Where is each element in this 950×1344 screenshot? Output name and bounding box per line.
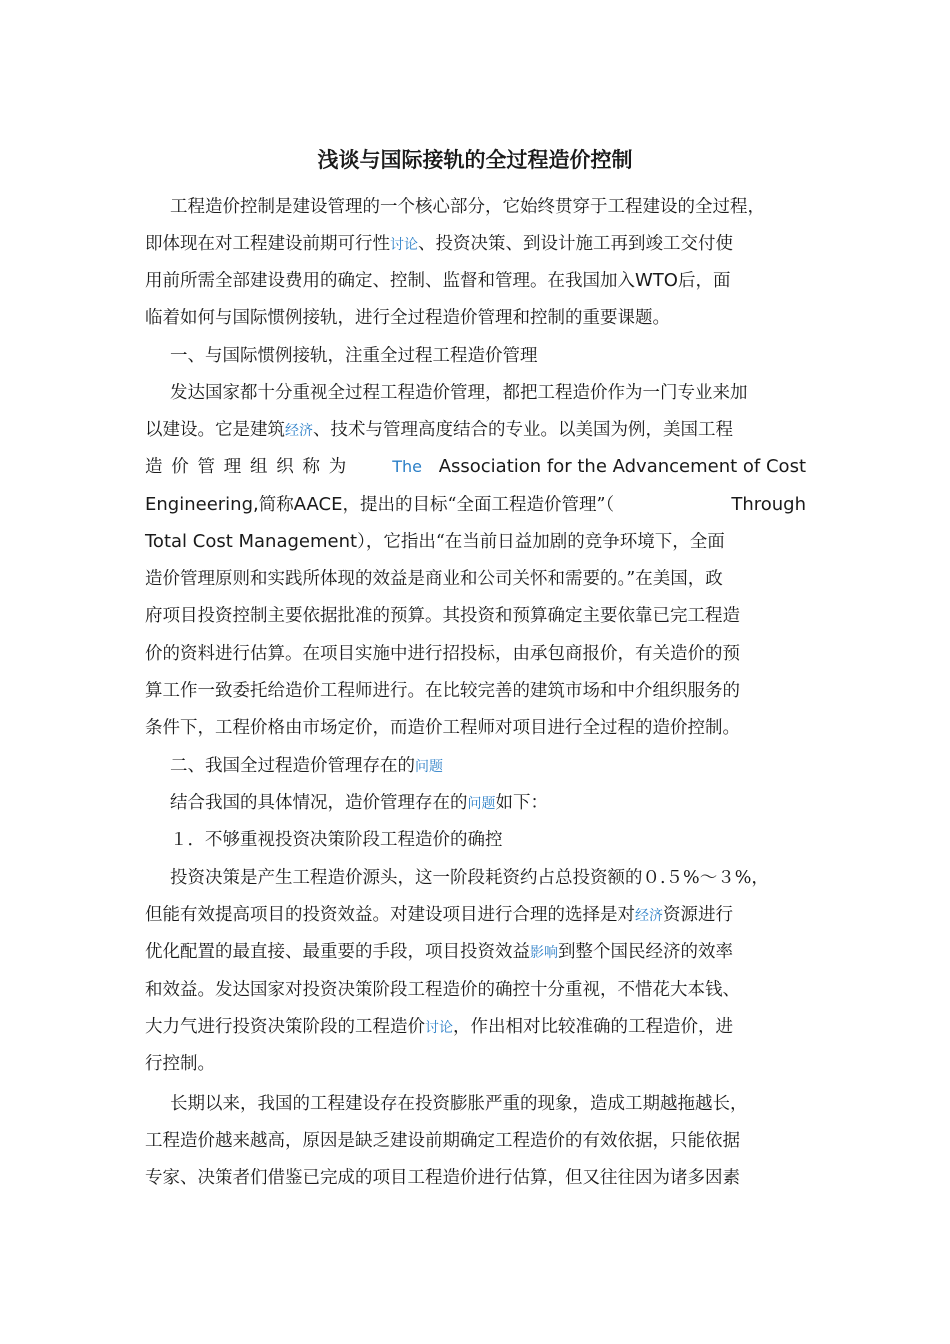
paragraph-1-line-2 bbox=[145, 230, 806, 258]
paragraph-5-line-1: 长期以来，我国的工程建设存在投资膨胀严重的现象，造成工期越拖越长， bbox=[170, 1094, 748, 1114]
text-segment: ，提出的目标“全面工程造价管理”（ bbox=[342, 495, 615, 515]
text-segment: 、技术与管理高度结合的专业。以美国为例，美国工程 bbox=[313, 420, 733, 440]
latin-term: Engineering, bbox=[145, 494, 259, 515]
text-segment: 用前所需全部建设费用的确定、控制、监督和管理。在我国加入 bbox=[145, 271, 635, 291]
text-segment: ，作出相对比较准确的工程造价，进 bbox=[453, 1017, 733, 1037]
paragraph-1-line-1: 工程造价控制是建设管理的一个核心部分，它始终贯穿于工程建设的全过程， bbox=[170, 197, 765, 217]
paragraph-3 bbox=[170, 789, 806, 817]
keyword-link[interactable]: The bbox=[392, 457, 422, 476]
text-segment-group bbox=[145, 491, 614, 519]
subsection-heading-1: １．不够重视投资决策阶段工程造价的确控 bbox=[170, 830, 503, 850]
keyword-link[interactable]: 讨论 bbox=[390, 237, 418, 253]
paragraph-4-line-5 bbox=[145, 1013, 806, 1041]
latin-term: WTO bbox=[635, 270, 678, 291]
keyword-link[interactable]: 影响 bbox=[530, 945, 558, 961]
document-title: 浅谈与国际接轨的全过程造价控制 bbox=[317, 148, 633, 172]
paragraph-2-line-10: 条件下，工程价格由市场定价，而造价工程师对项目进行全过程的造价控制。 bbox=[145, 718, 740, 738]
text-segment: ），它指出“在当前日益加剧的竞争环境下，全面 bbox=[357, 532, 725, 552]
text-segment: 优化配置的最直接、最重要的手段，项目投资效益 bbox=[145, 942, 530, 962]
paragraph-2-line-5 bbox=[145, 528, 806, 556]
paragraph-2-line-4 bbox=[145, 491, 806, 519]
text-segment: 大力气进行投资决策阶段的工程造价 bbox=[145, 1017, 425, 1037]
keyword-link[interactable]: 问题 bbox=[415, 759, 443, 775]
paragraph-1-line-4: 临着如何与国际惯例接轨，进行全过程造价管理和控制的重要课题。 bbox=[145, 308, 670, 328]
paragraph-2-line-8: 价的资料进行估算。在项目实施中进行招投标，由承包商报价，有关造价的预 bbox=[145, 644, 740, 664]
text-segment: 资源进行 bbox=[663, 905, 733, 925]
paragraph-4-line-2 bbox=[145, 901, 806, 929]
paragraph-2-line-1: 发达国家都十分重视全过程工程造价管理，都把工程造价作为一门专业来加 bbox=[170, 383, 748, 403]
keyword-link[interactable]: 讨论 bbox=[425, 1020, 453, 1036]
paragraph-1-line-3 bbox=[145, 267, 806, 295]
text-segment: 、投资决策、到设计施工再到竣工交付使 bbox=[418, 234, 733, 254]
latin-term: Total Cost Management bbox=[145, 531, 358, 552]
text-segment: 但能有效提高项目的投资效益。对建设项目进行合理的选择是对 bbox=[145, 905, 635, 925]
text-segment: 简称 bbox=[258, 495, 294, 515]
text-segment: 后，面 bbox=[677, 271, 731, 291]
paragraph-2-line-2 bbox=[145, 416, 806, 444]
text-segment-group bbox=[392, 453, 806, 481]
paragraph-2-line-3 bbox=[145, 453, 806, 481]
paragraph-4-line-6: 行控制。 bbox=[145, 1054, 215, 1074]
text-segment: 结合我国的具体情况，造价管理存在的 bbox=[170, 793, 468, 813]
paragraph-2-line-9: 算工作一致委托给造价工程师进行。在比较完善的建筑市场和中介组织服务的 bbox=[145, 681, 740, 701]
paragraph-5-line-3: 专家、决策者们借鉴已完成的项目工程造价进行估算，但又往往因为诸多因素 bbox=[145, 1168, 740, 1188]
paragraph-2-line-6: 造价管理原则和实践所体现的效益是商业和公司关怀和需要的。”在美国，政 bbox=[145, 569, 723, 589]
text-segment: 以建设。它是建筑 bbox=[145, 420, 285, 440]
latin-term: AACE bbox=[293, 494, 343, 515]
paragraph-5-line-2: 工程造价越来越高，原因是缺乏建设前期确定工程造价的有效依据，只能依据 bbox=[145, 1131, 740, 1151]
keyword-link[interactable]: 经济 bbox=[285, 423, 313, 439]
text-segment: 造价管理组织称为 bbox=[145, 457, 355, 477]
paragraph-4-line-4: 和效益。发达国家对投资决策阶段工程造价的确控十分重视，不惜花大本钱、 bbox=[145, 980, 740, 1000]
text-segment: 二、我国全过程造价管理存在的 bbox=[170, 756, 415, 776]
paragraph-4-line-3 bbox=[145, 938, 806, 966]
text-segment: 即体现在对工程建设前期可行性 bbox=[145, 234, 390, 254]
keyword-link[interactable]: 经济 bbox=[635, 908, 663, 924]
paragraph-2-line-7: 府项目投资控制主要依据批准的预算。其投资和预算确定主要依靠已完工程造 bbox=[145, 606, 740, 626]
paragraph-4-line-1: 投资决策是产生工程造价源头，这一阶段耗资约占总投资额的０.５%～３%， bbox=[170, 868, 769, 888]
latin-term: Association for the Advancement of Cost bbox=[438, 456, 806, 477]
section-heading-1: 一、与国际惯例接轨，注重全过程工程造价管理 bbox=[170, 346, 538, 366]
text-segment: 如下： bbox=[495, 793, 548, 813]
text-segment: 到整个国民经济的效率 bbox=[558, 942, 733, 962]
keyword-link[interactable]: 问题 bbox=[467, 796, 496, 812]
latin-term: Through bbox=[731, 494, 806, 515]
section-heading-2 bbox=[170, 752, 806, 780]
